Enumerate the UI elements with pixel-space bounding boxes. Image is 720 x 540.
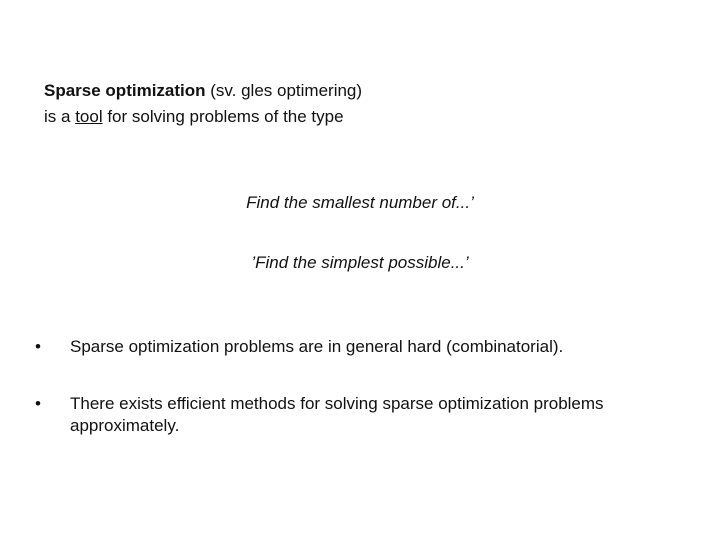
- bullet-text: There exists efficient methods for solving sparse optimization problems approximately.: [70, 394, 604, 435]
- intro-term: Sparse optimization: [44, 81, 206, 100]
- intro-paragraph: [44, 78, 362, 130]
- intro-line-1: [44, 78, 362, 104]
- bullet-item-hardness: [28, 336, 688, 358]
- bullet-list: [28, 336, 688, 472]
- quote-simplest-possible: ’Find the simplest possible...’: [251, 253, 469, 272]
- bullet-item-efficient-methods: [28, 393, 688, 437]
- intro-underlined-word: tool: [75, 107, 103, 126]
- intro-line-2-suffix: for solving problems of the type: [102, 107, 344, 126]
- intro-line-2: [44, 104, 362, 130]
- bullet-text: Sparse optimization problems are in general hard (combinatorial).: [70, 337, 564, 356]
- quote-smallest-number: Find the smallest number of...’: [246, 193, 474, 212]
- bullet-marker: •: [35, 337, 41, 356]
- bullet-marker: •: [35, 394, 41, 413]
- intro-line-2-prefix: is a: [44, 107, 76, 126]
- intro-term-translation: (sv. gles optimering): [205, 81, 363, 100]
